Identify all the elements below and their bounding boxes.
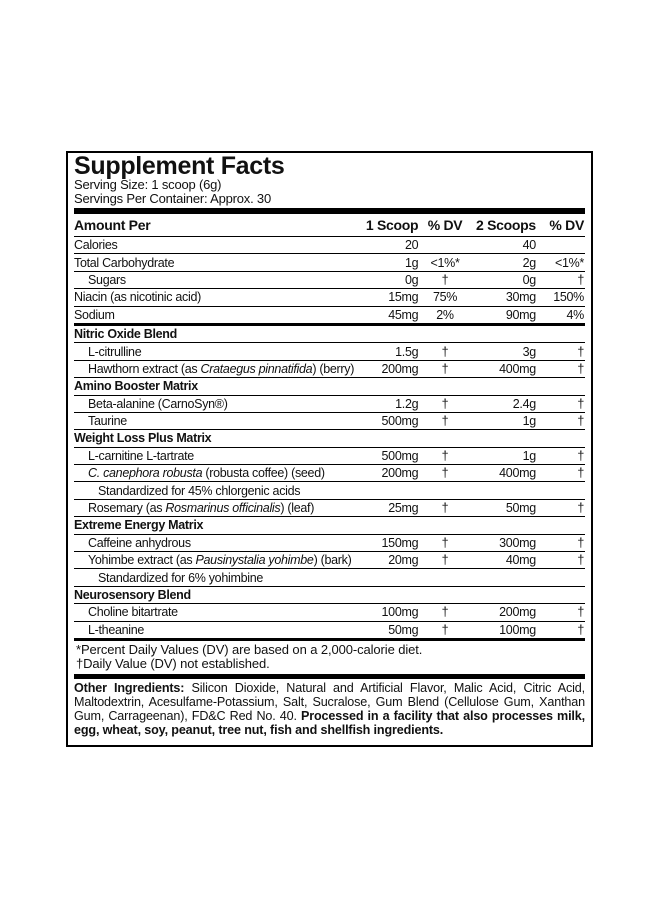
dv-two-scoops: 4% xyxy=(539,306,585,324)
amount-two-scoops: 2.4g xyxy=(469,395,539,412)
dv-two-scoops: † xyxy=(539,343,585,360)
amount-one-scoop: 200mg xyxy=(354,465,421,482)
blend-header-row xyxy=(74,517,585,534)
dv-one-scoop: † xyxy=(421,552,468,569)
dv-two-scoops: 150% xyxy=(539,289,585,306)
amount-two-scoops: 50mg xyxy=(469,499,539,516)
standardization-note-row xyxy=(74,482,585,499)
amount-two-scoops: 200mg xyxy=(469,604,539,621)
ingredient-name: Total Carbohydrate xyxy=(74,254,354,271)
blend-header-row xyxy=(74,378,585,395)
ingredient-name xyxy=(74,465,354,482)
amount-two-scoops: 30mg xyxy=(469,289,539,306)
dv-one-scoop: † xyxy=(421,499,468,516)
amount-two-scoops: 100mg xyxy=(469,621,539,638)
dv-one-scoop: † xyxy=(421,395,468,412)
dv-one-scoop: † xyxy=(421,604,468,621)
dv-two-scoops: † xyxy=(539,499,585,516)
amount-one-scoop: 1g xyxy=(354,254,421,271)
ingredient-row xyxy=(74,412,585,429)
ingredient-name xyxy=(74,499,354,516)
ingredient-name-suffix: ) (berry) xyxy=(312,361,355,376)
amount-one-scoop: 150mg xyxy=(354,534,421,551)
blend-title: Extreme Energy Matrix xyxy=(74,517,585,534)
amount-one-scoop: 20 xyxy=(354,237,421,254)
amount-two-scoops: 2g xyxy=(469,254,539,271)
dv-one-scoop: † xyxy=(421,621,468,638)
nutrient-row xyxy=(74,237,585,254)
ingredient-row xyxy=(74,534,585,551)
ingredient-name xyxy=(74,552,354,569)
ingredient-name-suffix: (robusta coffee) (seed) xyxy=(202,466,325,481)
dv-one-scoop: † xyxy=(421,360,468,377)
ingredient-name: Taurine xyxy=(74,412,354,429)
ingredient-row xyxy=(74,499,585,516)
dv-one-scoop: † xyxy=(421,343,468,360)
nutrient-row xyxy=(74,289,585,306)
ingredient-name: L-theanine xyxy=(74,621,354,638)
ingredient-row xyxy=(74,343,585,360)
amount-one-scoop: 500mg xyxy=(354,412,421,429)
amount-one-scoop: 1.2g xyxy=(354,395,421,412)
ingredient-name: Calories xyxy=(74,237,354,254)
other-ingredients xyxy=(74,679,585,737)
amount-two-scoops: 0g xyxy=(469,271,539,288)
ingredient-latin-name: C. canephora robusta xyxy=(88,466,203,481)
ingredient-name: Sodium xyxy=(74,306,354,324)
ingredient-name-suffix: ) (bark) xyxy=(313,553,352,568)
ingredient-row xyxy=(74,552,585,569)
amount-one-scoop: 15mg xyxy=(354,289,421,306)
footnote-dv-basis: *Percent Daily Values (DV) are based on a 2,000-calorie diet. xyxy=(76,641,423,657)
dv-one-scoop: † xyxy=(421,534,468,551)
amount-two-scoops: 300mg xyxy=(469,534,539,551)
allergen-warning: Processed in a facility that also processes milk, egg, wheat, soy, peanut, tree nut, fish and shellfish ingredients. xyxy=(74,708,585,737)
ingredient-latin-name: Rosmarinus officinalis xyxy=(165,501,281,516)
ingredient-name-prefix: Rosemary (as xyxy=(88,501,166,516)
dv-two-scoops: † xyxy=(539,360,585,377)
dv-one-scoop: † xyxy=(421,465,468,482)
ingredient-name: Caffeine anhydrous xyxy=(74,534,354,551)
ingredient-name-suffix: ) (leaf) xyxy=(280,501,315,516)
amount-one-scoop: 200mg xyxy=(354,360,421,377)
dv-two-scoops: † xyxy=(539,621,585,638)
ingredient-row xyxy=(74,395,585,412)
dv-two-scoops: † xyxy=(539,465,585,482)
other-ingredients-label: Other Ingredients: xyxy=(74,680,185,695)
amount-one-scoop: 50mg xyxy=(354,621,421,638)
amount-one-scoop: 1.5g xyxy=(354,343,421,360)
supplement-facts-panel xyxy=(66,151,593,747)
ingredient-name: Beta-alanine (CarnoSyn®) xyxy=(74,395,354,412)
amount-two-scoops: 40 xyxy=(469,237,539,254)
header-dv-1: % DV xyxy=(427,217,463,233)
amount-two-scoops: 1g xyxy=(469,447,539,464)
amount-one-scoop: 45mg xyxy=(354,306,421,324)
amount-two-scoops: 3g xyxy=(469,343,539,360)
amount-two-scoops: 400mg xyxy=(469,465,539,482)
servings-per-container: Servings Per Container: Approx. 30 xyxy=(74,191,271,206)
dv-two-scoops: † xyxy=(539,271,585,288)
table-header-row xyxy=(74,214,585,237)
amount-one-scoop: 20mg xyxy=(354,552,421,569)
nutrient-row xyxy=(74,254,585,271)
dv-one-scoop xyxy=(421,237,468,254)
blend-title: Neurosensory Blend xyxy=(74,586,585,603)
dv-two-scoops xyxy=(539,237,585,254)
dv-one-scoop: † xyxy=(421,271,468,288)
dv-one-scoop: † xyxy=(421,412,468,429)
dv-one-scoop: 2% xyxy=(421,306,468,324)
blend-title: Nitric Oxide Blend xyxy=(74,324,585,342)
header-two-scoops: 2 Scoops xyxy=(476,217,536,233)
ingredient-row xyxy=(74,465,585,482)
other-ingredients-text: Silicon Dioxide, Natural and Artificial Flavor, Malic Acid, Citric Acid, Maltodextrin, Acesulfame-Potassium, Salt, Sucralose, Gum Blend (Cellulose Gum, Xanthan Gum, Carrageenan), FD&C Red No. 40. xyxy=(74,680,585,723)
dv-two-scoops: † xyxy=(539,604,585,621)
dv-two-scoops: † xyxy=(539,447,585,464)
standardization-note: Standardized for 6% yohimbine xyxy=(74,569,585,586)
dv-one-scoop: † xyxy=(421,447,468,464)
blend-header-row xyxy=(74,430,585,447)
ingredient-name: L-carnitine L-tartrate xyxy=(74,447,354,464)
ingredient-latin-name: Pausinystalia yohimbe xyxy=(195,553,314,568)
ingredient-name-prefix: Yohimbe extract (as xyxy=(88,553,196,568)
blend-title: Weight Loss Plus Matrix xyxy=(74,430,585,447)
ingredient-name: Sugars xyxy=(74,271,354,288)
standardization-note-row xyxy=(74,569,585,586)
ingredient-name xyxy=(74,360,354,377)
amount-one-scoop: 500mg xyxy=(354,447,421,464)
header-amount-per: Amount Per xyxy=(74,217,151,233)
amount-two-scoops: 40mg xyxy=(469,552,539,569)
ingredient-name-prefix: Hawthorn extract (as xyxy=(88,361,201,376)
dv-one-scoop: 75% xyxy=(421,289,468,306)
nutrient-row xyxy=(74,306,585,324)
ingredient-name: Choline bitartrate xyxy=(74,604,354,621)
ingredient-latin-name: Crataegus pinnatifida xyxy=(200,361,313,376)
ingredient-row xyxy=(74,360,585,377)
standardization-note: Standardized for 45% chlorgenic acids xyxy=(74,482,585,499)
amount-one-scoop: 0g xyxy=(354,271,421,288)
dv-two-scoops: † xyxy=(539,395,585,412)
blend-header-row xyxy=(74,586,585,603)
dv-two-scoops: † xyxy=(539,412,585,429)
dv-two-scoops: † xyxy=(539,552,585,569)
facts-table xyxy=(74,214,585,638)
amount-two-scoops: 400mg xyxy=(469,360,539,377)
serving-size: Serving Size: 1 scoop (6g) xyxy=(74,177,222,192)
amount-two-scoops: 90mg xyxy=(469,306,539,324)
panel-title: Supplement Facts xyxy=(74,152,285,180)
nutrient-row xyxy=(74,271,585,288)
footnote-dv-not-established: †Daily Value (DV) not established. xyxy=(76,655,270,671)
dv-two-scoops: † xyxy=(539,534,585,551)
amount-one-scoop: 25mg xyxy=(354,499,421,516)
dv-one-scoop: <1%* xyxy=(421,254,468,271)
header-one-scoop: 1 Scoop xyxy=(365,217,419,233)
dv-two-scoops: <1%* xyxy=(539,254,585,271)
amount-two-scoops: 1g xyxy=(469,412,539,429)
ingredient-row xyxy=(74,621,585,638)
header-dv-2: % DV xyxy=(549,217,584,233)
ingredient-name: Niacin (as nicotinic acid) xyxy=(74,289,354,306)
ingredient-row xyxy=(74,604,585,621)
amount-one-scoop: 100mg xyxy=(354,604,421,621)
footnotes xyxy=(74,641,585,674)
ingredient-row xyxy=(74,447,585,464)
blend-title: Amino Booster Matrix xyxy=(74,378,585,395)
blend-header-row xyxy=(74,324,585,342)
ingredient-name: L-citrulline xyxy=(74,343,354,360)
